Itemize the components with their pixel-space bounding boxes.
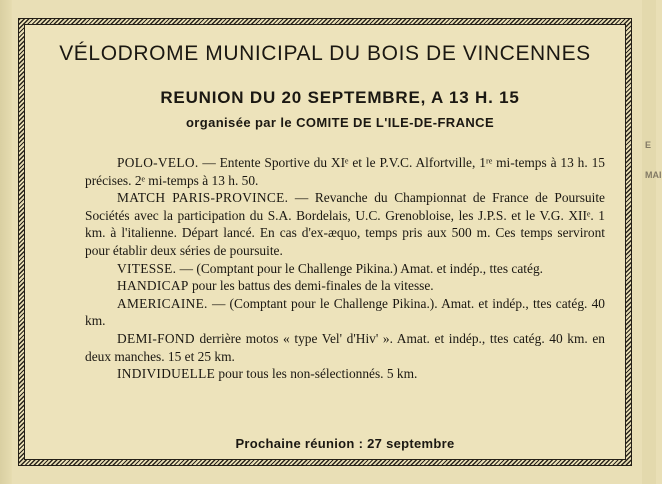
event-item-match-paris-province bbox=[85, 189, 605, 259]
notice-box bbox=[24, 24, 626, 460]
neighbor-text-fragment: E bbox=[645, 140, 652, 150]
event-details: pour tous les non-sélectionnés. 5 km. bbox=[215, 366, 418, 382]
notice-title: VÉLODROME MUNICIPAL DU BOIS DE VINCENNES bbox=[59, 42, 591, 65]
event-details: — (Comptant pour le Challenge Pikina.). Amat. et indép., ttes catég. 40 km. bbox=[85, 295, 605, 329]
left-page-edge bbox=[0, 0, 12, 484]
event-item-americaine bbox=[85, 295, 605, 330]
organizer-prefix: organisée par le bbox=[185, 115, 293, 130]
organizer-name: COMITE DE L'ILE-DE-FRANCE bbox=[296, 115, 495, 130]
event-name: DEMI-FOND bbox=[117, 330, 195, 346]
event-item-handicap bbox=[85, 277, 605, 295]
event-details: — (Comptant pour le Challenge Pikina.) Amat. et indép., ttes catég. bbox=[176, 260, 543, 276]
event-details: pour les battus des demi-finales de la vitesse. bbox=[188, 278, 434, 294]
event-program bbox=[85, 154, 605, 383]
event-name: MATCH PARIS-PROVINCE. bbox=[117, 190, 289, 206]
event-details: — Revanche du Championnat de France de Poursuite Sociétés avec la participation du S.A. Bordelais, U.C. Grenobloise, les J.P.S. et le V.G. XIIᵉ. 1 km. à l'italienne. Départ lancé. En cas d'ex-æquo, temps pris aux 500 m. Ces temps serviront pour établir deux séries de poursuite. bbox=[85, 190, 605, 258]
event-details: — Entente Sportive du XIᵉ et le P.V.C. Alfortville, 1ʳᵉ mi-temps à 13 h. 15 précises. 2ᵉ mi-temps à 13 h. 50. bbox=[85, 155, 605, 188]
event-item-polo-velo bbox=[85, 154, 605, 189]
event-name: AMERICAINE. bbox=[117, 295, 208, 311]
event-item-vitesse bbox=[85, 260, 605, 278]
event-item-demi-fond bbox=[85, 330, 605, 365]
next-meeting-footer: Prochaine réunion : 27 septembre bbox=[235, 436, 455, 451]
event-name: HANDICAP bbox=[117, 278, 189, 294]
event-item-individuelle bbox=[85, 365, 605, 383]
neighbor-text-fragment: MAI bbox=[645, 170, 662, 180]
event-name: VITESSE. bbox=[117, 260, 177, 276]
right-neighbor-column bbox=[642, 0, 662, 484]
hatched-border-frame bbox=[18, 18, 632, 466]
event-details: derrière motos « type Vel' d'Hiv' ». Amat. et indép., ttes catég. 40 km. en deux manches. 15 et 25 km. bbox=[85, 330, 605, 364]
event-name: POLO-VELO. bbox=[117, 155, 199, 170]
organizer-line bbox=[55, 114, 625, 132]
event-name: INDIVIDUELLE bbox=[117, 366, 216, 382]
meeting-date-heading: REUNION DU 20 SEPTEMBRE, A 13 H. 15 bbox=[160, 88, 520, 107]
